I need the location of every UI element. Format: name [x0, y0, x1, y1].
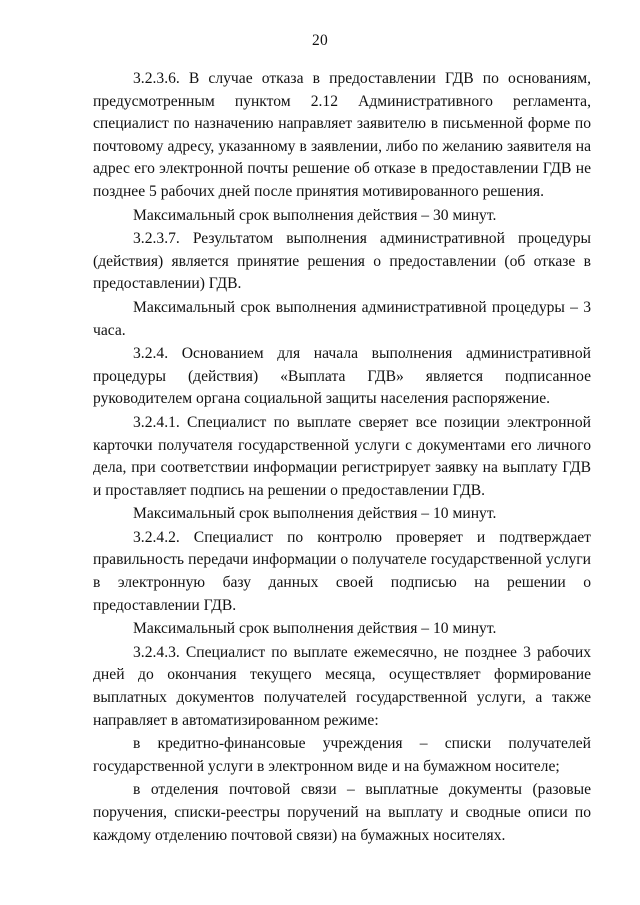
paragraph-3-2-3-6: 3.2.3.6. В случае отказа в предоставлении ГДВ по основаниям, предусмотренным пунктом 2.12 Административного регламента, специалист по назначению направляет заявителю в письменной форме по почтовому адресу, указанному в заявлении, либо по желанию заявителя на адрес его электронной почты решение об отказе в предоставлении ГДВ не позднее 5 рабочих дней после принятия мотивированного решения. — [93, 70, 591, 200]
paragraph-time-limit-3-hours: Максимальный срок выполнения административной процедуры – 3 часа. — [93, 298, 591, 339]
paragraph-credit-institutions: в кредитно-финансовые учреждения – списки получателей государственной услуги в электронном виде и на бумажном носителе; — [93, 735, 591, 775]
document-body — [93, 68, 591, 847]
paragraph-time-limit-10-min-a: Максимальный срок выполнения действия – 10 минут. — [133, 505, 497, 523]
paragraph-time-limit-10-min-b: Максимальный срок выполнения действия – 10 минут. — [133, 620, 497, 638]
paragraph-3-2-4-1: 3.2.4.1. Специалист по выплате сверяет все позиции электронной карточки получателя государственной услуги с документами его личного дела, при соответствии информации регистрирует заявку на выплату ГДВ и проставляет подпись на решении о предоставлении ГДВ. — [93, 413, 591, 499]
paragraph-3-2-4-3: 3.2.4.3. Специалист по выплате ежемесячно, не позднее 3 рабочих дней до окончания текущего месяца, осуществляет формирование выплатных документов получателей государственной услуги, а также направляет в автоматизированном режиме: — [93, 643, 591, 729]
paragraph-3-2-4-2: 3.2.4.2. Специалист по контролю проверяет и подтверждает правильность передачи информации о получателе государственной услуги в электронную базу данных своей подписью на решении о предоставлении ГДВ. — [93, 528, 591, 614]
paragraph-3-2-4: 3.2.4. Основанием для начала выполнения административной процедуры (действия) «Выплата ГДВ» является подписанное руководителем органа социальной защиты населения распоряжение. — [93, 345, 591, 408]
page-number: 20 — [312, 32, 328, 49]
paragraph-3-2-3-7: 3.2.3.7. Результатом выполнения административной процедуры (действия) является принятие решения о предоставлении (об отказе в предоставлении) ГДВ. — [93, 230, 591, 293]
paragraph-postal-offices: в отделения почтовой связи – выплатные документы (разовые поручения, списки-реестры поручений на выплату и сводные описи по каждому отделению почтовой связи) на бумажных носителях. — [93, 781, 591, 844]
paragraph-time-limit-30-min: Максимальный срок выполнения действия – 30 минут. — [133, 206, 497, 224]
